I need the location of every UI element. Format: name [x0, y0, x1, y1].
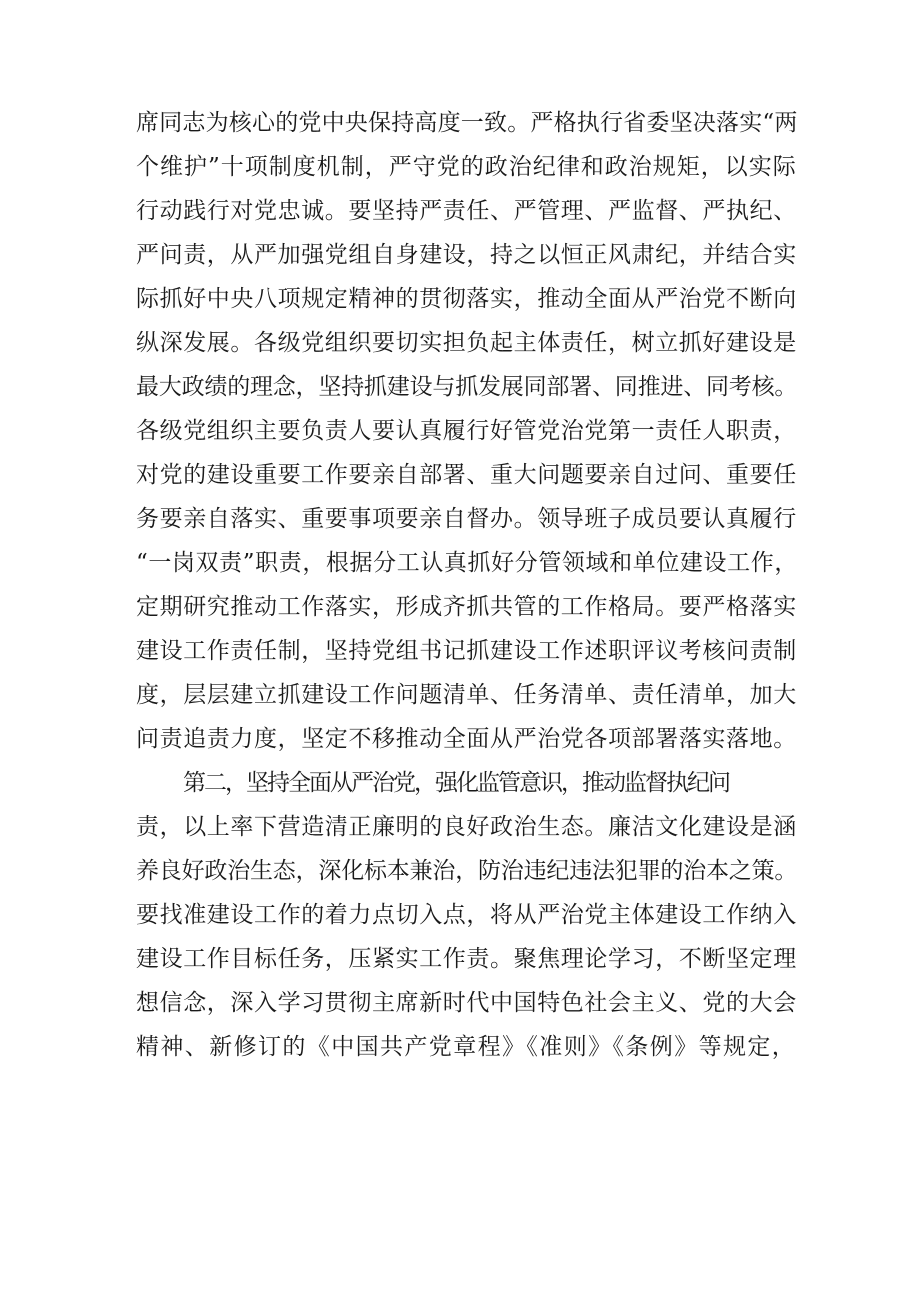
text-line: 责，以上率下营造清正廉明的良好政治生态。廉洁文化建设是涵 — [136, 814, 797, 840]
text-line: 行动践行对党忠诚。要坚持严责任、严管理、严监督、严执纪、 — [136, 198, 797, 224]
text-line: 最大政绩的理念，坚持抓建设与抓发展同部署、同推进、同考核。 — [136, 374, 798, 400]
paragraph-first-line: 第二，坚持全面从严治党，强化监管意识，推动监督执纪问 — [183, 770, 729, 796]
text-line: “一岗双责”职责，根据分工认真抓好分管领域和单位建设工作， — [136, 550, 798, 576]
text-line: 际抓好中央八项规定精神的贯彻落实，推动全面从严治党不断向 — [136, 286, 797, 312]
text-line: 建设工作责任制，坚持党组书记抓建设工作述职评议考核问责制 — [136, 638, 797, 664]
text-line: 度，层层建立抓建设工作问题清单、任务清单、责任清单，加大 — [136, 682, 797, 708]
text-line: 严问责，从严加强党组自身建设，持之以恒正风肃纪，并结合实 — [136, 242, 797, 268]
text-line: 养良好政治生态，深化标本兼治，防治违纪违法犯罪的治本之策。 — [136, 858, 798, 884]
text-line: 问责追责力度，坚定不移推动全面从严治党各项部署落实落地。 — [136, 726, 797, 752]
text-line: 精神、新修订的《中国共产党章程》《准则》《条例》等规定， — [136, 1034, 797, 1060]
text-line: 对党的建设重要工作要亲自部署、重大问题要亲自过问、重要任 — [136, 462, 797, 488]
text-line: 定期研究推动工作落实，形成齐抓共管的工作格局。要严格落实 — [136, 594, 797, 620]
text-line: 纵深发展。各级党组织要切实担负起主体责任，树立抓好建设是 — [136, 330, 797, 356]
text-line: 个维护”十项制度机制，严守党的政治纪律和政治规矩，以实际 — [136, 154, 797, 180]
text-line: 席同志为核心的党中央保持高度一致。严格执行省委坚决落实“两 — [136, 110, 798, 136]
text-line: 要找准建设工作的着力点切入点，将从严治党主体建设工作纳入 — [136, 902, 797, 928]
text-line: 务要亲自落实、重要事项要亲自督办。领导班子成员要认真履行 — [136, 506, 797, 532]
text-line: 建设工作目标任务，压紧实工作责。聚焦理论学习，不断坚定理 — [136, 946, 797, 972]
text-line: 各级党组织主要负责人要认真履行好管党治党第一责任人职责， — [136, 418, 797, 444]
text-line: 想信念，深入学习贯彻主席新时代中国特色社会主义、党的大会 — [136, 990, 797, 1016]
